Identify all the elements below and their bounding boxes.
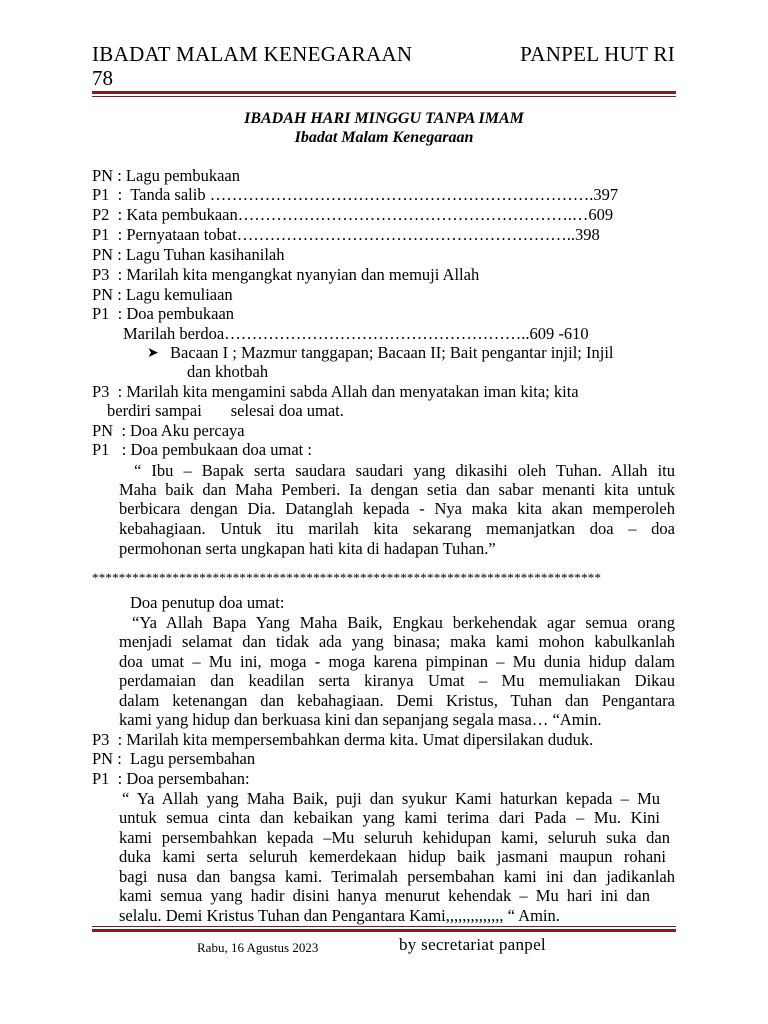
separator-stars: **************************************************************************** [92, 570, 602, 585]
text-line: P3 : Marilah kita mengamini sabda Allah dan menyatakan iman kita; kita [92, 382, 579, 401]
paragraph-line: “ Ibu – Bapak serta saudara saudari yang dikasihi oleh Tuhan. Allah itu [134, 461, 675, 480]
text-line: Marilah berdoa………………………………………………..609 -610 [123, 324, 589, 343]
paragraph-line: duka kami serta seluruh kemerdekaan hidup baik jasmani maupun rohani [119, 847, 666, 866]
text-line: P2 : Kata pembukaan…………………………………………………….…609 [92, 205, 614, 224]
paragraph-line: “Ya Allah Bapa Yang Maha Baik, Engkau berkehendak agar semua orang [132, 613, 675, 632]
text-line: PN : Lagu pembukaan [92, 166, 241, 185]
document-subtitle: Ibadat Malam Kenegaraan [294, 129, 474, 146]
text-line: PN : Lagu persembahan [92, 749, 256, 768]
text-line: P1 : Doa persembahan: [92, 769, 250, 788]
text-line: dan khotbah [187, 362, 269, 381]
text-line: P1 : Doa pembukaan [92, 304, 235, 323]
text-line: berdiri sampai selesai doa umat. [107, 401, 344, 420]
header-left-title: IBADAT MALAM KENEGARAAN [92, 42, 413, 66]
paragraph-line: dalam ketenangan dan kebahagiaan. Demi Kristus, Tuhan dan Pengantara [119, 691, 675, 710]
footer-date: Rabu, 16 Agustus 2023 [197, 940, 319, 955]
footer-rule-thin [92, 926, 676, 927]
text-line: PN : Lagu Tuhan kasihanilah [92, 245, 285, 264]
paragraph-line: permohonan serta ungkapan hati kita di hadapan Tuhan.” [119, 539, 496, 558]
text-line: P3 : Marilah kita mengangkat nyanyian dan memuji Allah [92, 265, 480, 284]
footer-author: by secretariat panpel [399, 935, 546, 954]
paragraph-line: perdamaian dan keadilan serta kiranya Umat – Mu memuliakan Dikau [119, 671, 675, 690]
paragraph-line: kami semua yang hadir disini hanya menurut kehendak – Mu hari ini dan [119, 886, 650, 905]
paragraph-line: menjadi selamat dan tidak ada yang binasa; maka kami mohon kabulkanlah [119, 632, 675, 651]
paragraph-line: “ Ya Allah yang Maha Baik, puji dan syukur Kami haturkan kepada – Mu [122, 789, 660, 808]
header-rule-thin [92, 96, 676, 97]
paragraph-line: kami persembahkan kepada –Mu seluruh kehidupan kami, seluruh suka dan [119, 828, 670, 847]
paragraph-line: bagi nusa dan bangsa kami. Terimalah persembahan kami ini dan jadikanlah [119, 867, 675, 886]
text-line: P1 : Pernyataan tobat……………………………………………………..398 [92, 225, 600, 244]
paragraph-line: selalu. Demi Kristus Tuhan dan Pengantara Kami,,,,,,,,,,,,,, “ Amin. [119, 906, 560, 925]
text-line: Doa penutup doa umat: [130, 593, 285, 612]
paragraph-line: Maha baik dan Maha Pemberi. Ia dengan setia dan sabar menanti kita untuk [119, 480, 675, 499]
paragraph-line: untuk semua cinta dan kebaikan yang kami terima dari Pada – Mu. Kini [119, 808, 660, 827]
header-right-title: PANPEL HUT RI [520, 42, 675, 66]
paragraph-line: kami yang hidup dan berkuasa kini dan sepanjang segala masa… “Amin. [119, 710, 602, 729]
paragraph-line: doa umat – Mu ini, moga - moga karena pimpinan – Mu dunia hidup dalam [119, 652, 675, 671]
text-line: PN : Doa Aku percaya [92, 421, 245, 440]
header-number: 78 [92, 66, 113, 90]
paragraph-line: berbicara dengan Dia. Datanglah kepada - Nya maka kita akan memperoleh [119, 499, 675, 518]
text-line: P1 : Tanda salib …………………………………………………………….397 [92, 185, 619, 204]
paragraph-line: kebahagiaan. Untuk itu marilah kita sekarang memanjatkan doa – doa [119, 519, 675, 538]
text-line: PN : Lagu kemuliaan [92, 285, 233, 304]
header-rule-thick [92, 91, 676, 94]
footer-rule-thick [92, 929, 676, 932]
document-title: IBADAH HARI MINGGU TANPA IMAM [244, 110, 524, 127]
text-line: P3 : Marilah kita mempersembahkan derma kita. Umat dipersilakan duduk. [92, 730, 594, 749]
text-line: P1 : Doa pembukaan doa umat : [92, 440, 312, 459]
arrow-bullet-icon: ➤ [147, 346, 159, 361]
text-line: Bacaan I ; Mazmur tanggapan; Bacaan II; Bait pengantar injil; Injil [170, 343, 614, 362]
